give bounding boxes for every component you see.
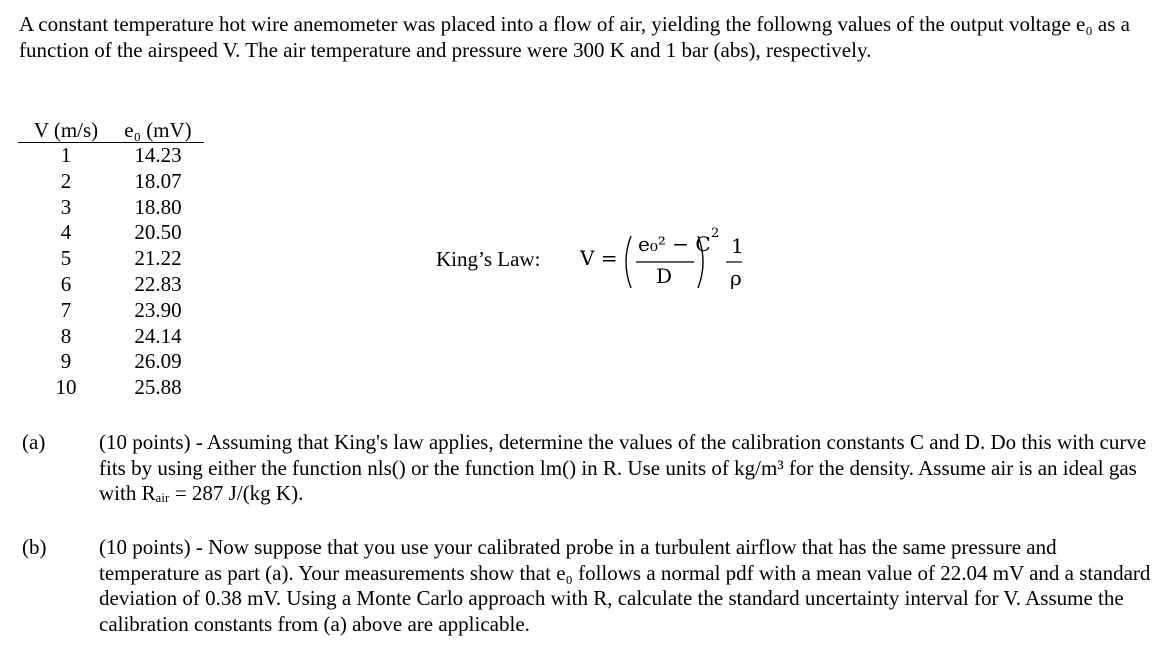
table-header-row (18, 118, 204, 143)
velocity-cell: 8 (60, 323, 72, 348)
voltage-cell: 14.23 (134, 143, 182, 167)
velocity-cell: 5 (60, 246, 72, 271)
velocity-cell: 7 (60, 297, 72, 322)
velocity-cell: 2 (60, 168, 72, 193)
column-header-voltage: e₀ (mV) (112, 118, 204, 143)
table-row (18, 324, 204, 350)
voltage-cell: 18.80 (134, 194, 182, 219)
velocity-cell: 3 (60, 194, 72, 219)
velocity-cell: 6 (60, 271, 72, 296)
table-row (18, 195, 204, 221)
kings-law-label: King’s Law: (436, 247, 541, 271)
part-b-label: (b) (22, 535, 47, 559)
column-header-velocity: V (m/s) (18, 118, 112, 143)
problem-intro: A constant temperature hot wire anemometer was placed into a flow of air, yielding the followng values of the output voltage e₀ as a function of the airspeed V. The air temperature and pressure were 300 K and 1 bar (abs), respectively. (19, 12, 1130, 62)
voltage-cell: 24.14 (134, 323, 182, 348)
voltage-cell: 26.09 (134, 349, 182, 374)
data-table (18, 118, 204, 401)
kings-law-formula (580, 226, 750, 294)
voltage-cell: 20.50 (134, 220, 182, 245)
table-row (18, 143, 204, 169)
part-a-text: (10 points) - Assuming that King's law applies, determine the values of the calibration constants C and D. Do this with curve fits by using either the function nls() or the function lm() in R. Use units of kg/m³ for the density. Assume air is an ideal gas with Rₐᵢᵣ = 287 J/(kg K). (99, 430, 1147, 505)
table-row (18, 349, 204, 375)
velocity-cell: 9 (60, 349, 72, 374)
voltage-cell: 21.22 (134, 246, 182, 271)
formula-lhs: V = (580, 246, 618, 270)
velocity-cell: 4 (60, 220, 72, 245)
table-row (18, 246, 204, 272)
table-row (18, 375, 204, 401)
formula-numerator: e₀² − C (638, 232, 711, 256)
velocity-cell: 1 (60, 143, 72, 167)
voltage-cell: 23.90 (134, 297, 182, 322)
part-b-text: (10 points) - Now suppose that you use your calibrated probe in a turbulent airflow that has the same pressure and temperature as part (a). Your measurements show that e₀ follows a normal pdf with a mean value of 22.04 mV and a standard deviation of 0.38 mV. Using a Monte Carlo approach with R, calculate the standard uncertainty interval for V. Assume the calibration constants from (a) above are applicable. (99, 535, 1151, 636)
formula-denominator: D (656, 264, 673, 288)
voltage-cell: 18.07 (134, 168, 182, 193)
formula-factor-numerator: 1 (731, 234, 744, 258)
part-a-label: (a) (22, 430, 46, 454)
formula-factor-denominator: ρ (730, 266, 742, 290)
table-row (18, 272, 204, 298)
velocity-cell: 10 (55, 375, 77, 400)
formula-exponent: 2 (711, 226, 720, 241)
table-row (18, 169, 204, 195)
voltage-cell: 25.88 (134, 375, 182, 400)
voltage-cell: 22.83 (134, 271, 182, 296)
table-row (18, 298, 204, 324)
table-row (18, 220, 204, 246)
